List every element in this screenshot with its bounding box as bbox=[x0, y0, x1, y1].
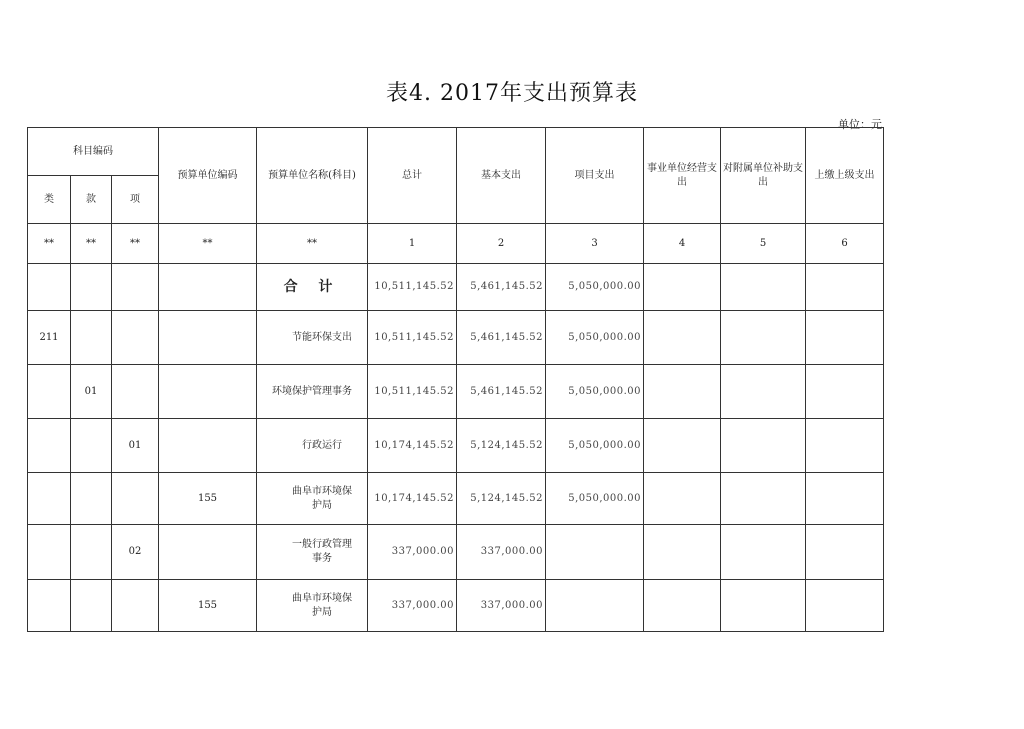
cell-total: 337,000.00 bbox=[368, 525, 457, 580]
cell-name-text: 一般行政管理事务 bbox=[292, 539, 352, 564]
cell-code: 155 bbox=[159, 580, 257, 632]
cell-code: 155 bbox=[159, 473, 257, 525]
index-cell: 2 bbox=[457, 224, 546, 264]
cell-project bbox=[546, 525, 644, 580]
cell-xiang: 01 bbox=[112, 419, 159, 473]
index-cell: ** bbox=[28, 224, 71, 264]
cell-payup bbox=[806, 365, 884, 419]
table-row bbox=[28, 264, 884, 311]
page-title: 表4. 2017年支出预算表 bbox=[386, 81, 638, 106]
cell-subsidy bbox=[721, 580, 806, 632]
cell-name bbox=[257, 419, 368, 473]
cell-project: 5,050,000.00 bbox=[546, 419, 644, 473]
cell-total: 10,174,145.52 bbox=[368, 419, 457, 473]
cell-basic: 5,124,145.52 bbox=[457, 473, 546, 525]
index-cell: 3 bbox=[546, 224, 644, 264]
cell-payup bbox=[806, 525, 884, 580]
index-row bbox=[28, 224, 884, 264]
cell-total: 10,174,145.52 bbox=[368, 473, 457, 525]
header-project: 项目支出 bbox=[546, 128, 644, 224]
cell-lei bbox=[28, 580, 71, 632]
header-business-text: 事业单位经营支出 bbox=[647, 162, 717, 188]
index-cell: ** bbox=[112, 224, 159, 264]
header-business bbox=[644, 128, 721, 224]
cell-kuan bbox=[71, 525, 112, 580]
cell-basic: 337,000.00 bbox=[457, 525, 546, 580]
cell-total: 10,511,145.52 bbox=[368, 311, 457, 365]
unit-label: 单位：元 bbox=[838, 118, 882, 131]
cell-total: 337,000.00 bbox=[368, 580, 457, 632]
cell-business bbox=[644, 311, 721, 365]
cell-payup bbox=[806, 473, 884, 525]
table-row bbox=[28, 473, 884, 525]
cell-basic: 5,124,145.52 bbox=[457, 419, 546, 473]
cell-total: 10,511,145.52 bbox=[368, 365, 457, 419]
cell-code bbox=[159, 365, 257, 419]
cell-basic: 337,000.00 bbox=[457, 580, 546, 632]
header-total: 总计 bbox=[368, 128, 457, 224]
cell-payup bbox=[806, 264, 884, 311]
cell-code bbox=[159, 264, 257, 311]
cell-business bbox=[644, 419, 721, 473]
cell-xiang bbox=[112, 580, 159, 632]
cell-xiang bbox=[112, 311, 159, 365]
header-kuan: 款 bbox=[71, 176, 112, 224]
cell-subsidy bbox=[721, 525, 806, 580]
cell-code bbox=[159, 525, 257, 580]
cell-business bbox=[644, 365, 721, 419]
cell-project: 5,050,000.00 bbox=[546, 311, 644, 365]
cell-project: 5,050,000.00 bbox=[546, 473, 644, 525]
cell-name: 环境保护管理事务 bbox=[257, 365, 368, 419]
cell-name-text: 曲阜市环境保护局 bbox=[292, 592, 352, 618]
cell-name: 合 计 bbox=[257, 264, 368, 311]
cell-payup bbox=[806, 311, 884, 365]
index-cell: 5 bbox=[721, 224, 806, 264]
header-payup: 上缴上级支出 bbox=[806, 128, 884, 224]
cell-lei bbox=[28, 419, 71, 473]
cell-kuan bbox=[71, 419, 112, 473]
cell-subsidy bbox=[721, 419, 806, 473]
cell-subsidy bbox=[721, 473, 806, 525]
index-cell: 6 bbox=[806, 224, 884, 264]
cell-subsidy bbox=[721, 311, 806, 365]
table-row bbox=[28, 365, 884, 419]
header-subject-code: 科目编码 bbox=[28, 128, 159, 176]
cell-name bbox=[257, 580, 368, 632]
cell-lei bbox=[28, 525, 71, 580]
header-unit-code: 预算单位编码 bbox=[159, 128, 257, 224]
cell-payup bbox=[806, 580, 884, 632]
cell-name bbox=[257, 525, 368, 580]
header-row-1 bbox=[28, 128, 884, 176]
header-subsidy-text: 对附属单位补助支出 bbox=[723, 162, 803, 188]
cell-business bbox=[644, 473, 721, 525]
header-subsidy bbox=[721, 128, 806, 224]
table-row bbox=[28, 311, 884, 365]
table-row bbox=[28, 525, 884, 580]
cell-subsidy bbox=[721, 264, 806, 311]
cell-kuan: 01 bbox=[71, 365, 112, 419]
cell-lei bbox=[28, 473, 71, 525]
cell-total: 10,511,145.52 bbox=[368, 264, 457, 311]
index-cell: 4 bbox=[644, 224, 721, 264]
cell-kuan bbox=[71, 264, 112, 311]
cell-basic: 5,461,145.52 bbox=[457, 311, 546, 365]
cell-code bbox=[159, 311, 257, 365]
cell-name-text: 曲阜市环境保护局 bbox=[292, 485, 352, 511]
index-cell: ** bbox=[71, 224, 112, 264]
cell-name-text: 节能环保支出 bbox=[292, 331, 352, 343]
header-basic: 基本支出 bbox=[457, 128, 546, 224]
cell-xiang bbox=[112, 264, 159, 311]
cell-kuan bbox=[71, 311, 112, 365]
cell-lei: 211 bbox=[28, 311, 71, 365]
cell-kuan bbox=[71, 580, 112, 632]
cell-xiang bbox=[112, 473, 159, 525]
cell-basic: 5,461,145.52 bbox=[457, 264, 546, 311]
cell-kuan bbox=[71, 473, 112, 525]
header-xiang: 项 bbox=[112, 176, 159, 224]
cell-name-text: 行政运行 bbox=[302, 439, 342, 451]
cell-basic: 5,461,145.52 bbox=[457, 365, 546, 419]
cell-subsidy bbox=[721, 365, 806, 419]
header-unit-name: 预算单位名称(科目) bbox=[257, 128, 368, 224]
table-row bbox=[28, 580, 884, 632]
cell-lei bbox=[28, 264, 71, 311]
cell-code bbox=[159, 419, 257, 473]
cell-name bbox=[257, 311, 368, 365]
cell-project: 5,050,000.00 bbox=[546, 264, 644, 311]
cell-xiang bbox=[112, 365, 159, 419]
budget-table bbox=[27, 127, 884, 632]
cell-project bbox=[546, 580, 644, 632]
header-lei: 类 bbox=[28, 176, 71, 224]
cell-payup bbox=[806, 419, 884, 473]
cell-project: 5,050,000.00 bbox=[546, 365, 644, 419]
table-row bbox=[28, 419, 884, 473]
index-cell: 1 bbox=[368, 224, 457, 264]
index-cell: ** bbox=[257, 224, 368, 264]
index-cell: ** bbox=[159, 224, 257, 264]
cell-business bbox=[644, 264, 721, 311]
cell-business bbox=[644, 525, 721, 580]
cell-xiang: 02 bbox=[112, 525, 159, 580]
cell-lei bbox=[28, 365, 71, 419]
cell-name bbox=[257, 473, 368, 525]
cell-business bbox=[644, 580, 721, 632]
